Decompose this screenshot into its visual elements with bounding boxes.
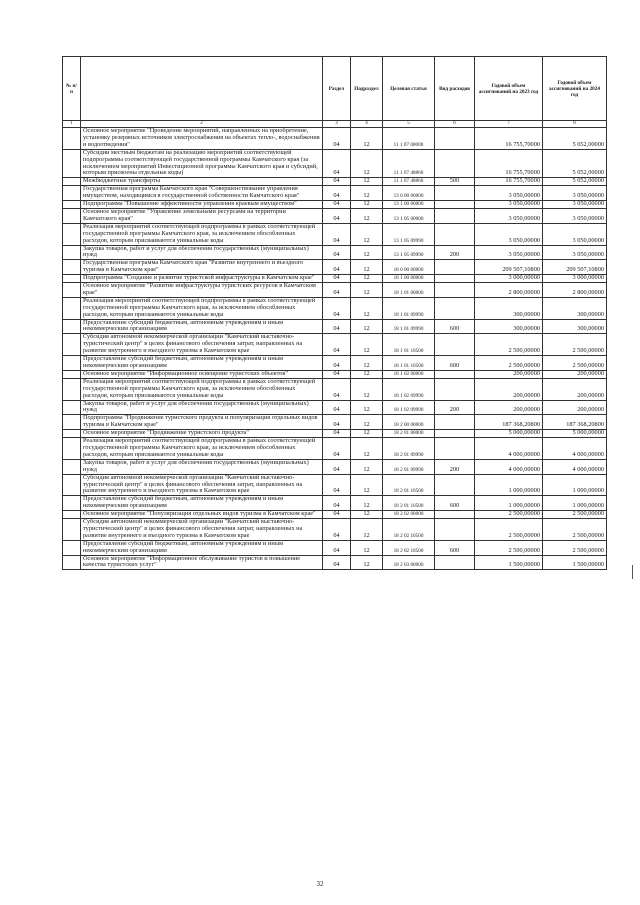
row-value-2023: 3 050,00000: [475, 208, 543, 223]
row-section: 04: [323, 128, 351, 150]
row-name: Подпрограмма "Повышение эффективности управления краевым имуществом": [81, 201, 323, 209]
row-target: 18 2 01 10500: [383, 474, 435, 496]
row-value-2023: 187 368,20800: [475, 415, 543, 430]
row-value-2024: 3 050,00000: [543, 201, 607, 209]
row-value-2024: 1 000,00000: [543, 496, 607, 511]
row-subsection: 12: [351, 511, 383, 519]
col-number: 3: [323, 121, 351, 128]
row-target: 18 2 01 09990: [383, 438, 435, 460]
row-expense: [435, 223, 475, 245]
budget-table: [62, 56, 607, 570]
row-section: 04: [323, 370, 351, 378]
row-subsection: 12: [351, 370, 383, 378]
table-row: [63, 519, 607, 541]
row-section: 04: [323, 356, 351, 371]
row-num: [63, 186, 81, 201]
row-value-2024: 2 500,00000: [543, 511, 607, 519]
row-num: [63, 275, 81, 283]
row-target: 13 1 00 00000: [383, 201, 435, 209]
row-subsection: 12: [351, 245, 383, 260]
row-expense: 600: [435, 540, 475, 555]
row-num: [63, 178, 81, 186]
row-section: 04: [323, 511, 351, 519]
header-2023: Годовой объем ассигнований на 2023 год: [475, 57, 543, 121]
row-value-2023: 3 000,00000: [475, 275, 543, 283]
row-value-2024: 5 052,00000: [543, 149, 607, 178]
table-row: [63, 378, 607, 400]
row-value-2023: 300,00000: [475, 297, 543, 319]
row-target: 18 1 02 09990: [383, 378, 435, 400]
row-section: 04: [323, 519, 351, 541]
header-row: [63, 57, 607, 121]
row-expense: 200: [435, 459, 475, 474]
row-value-2023: 4 000,00000: [475, 459, 543, 474]
row-value-2023: 16 755,70000: [475, 149, 543, 178]
row-expense: 200: [435, 400, 475, 415]
row-section: 04: [323, 555, 351, 570]
row-target: 18 1 00 00000: [383, 275, 435, 283]
row-expense: [435, 260, 475, 275]
row-num: [63, 370, 81, 378]
row-subsection: 12: [351, 297, 383, 319]
row-num: [63, 519, 81, 541]
row-target: 18 2 02 10500: [383, 519, 435, 541]
col-number: 7: [475, 121, 543, 128]
row-value-2024: 3 000,00000: [543, 275, 607, 283]
table-row: [63, 297, 607, 319]
row-value-2023: 200,00000: [475, 378, 543, 400]
row-value-2024: 187 368,20800: [543, 415, 607, 430]
row-value-2023: 300,00000: [475, 319, 543, 334]
row-expense: [435, 378, 475, 400]
row-name: Основное мероприятие "Управление земельными ресурсами на территории Камчатского края": [81, 208, 323, 223]
row-name: Реализация мероприятий соответствующей подпрограммы в рамках соответствующей государственной программы Камчатского края, за исключением обособленных расходов, которым присваиваются уникальные коды: [81, 223, 323, 245]
row-section: 04: [323, 430, 351, 438]
row-name: Закупка товаров, работ и услуг для обеспечения государственных (муниципальных) нужд: [81, 400, 323, 415]
row-subsection: 12: [351, 438, 383, 460]
row-subsection: 12: [351, 474, 383, 496]
row-section: 04: [323, 474, 351, 496]
row-target: 18 1 02 09990: [383, 400, 435, 415]
table-row: [63, 496, 607, 511]
row-section: 04: [323, 459, 351, 474]
col-number: 1: [63, 121, 81, 128]
row-target: 18 2 02 10500: [383, 540, 435, 555]
row-num: [63, 400, 81, 415]
table-row: [63, 400, 607, 415]
row-subsection: 12: [351, 519, 383, 541]
row-target: 18 1 01 10500: [383, 356, 435, 371]
row-value-2024: 2 500,00000: [543, 356, 607, 371]
row-num: [63, 319, 81, 334]
row-expense: 500: [435, 178, 475, 186]
row-num: [63, 283, 81, 298]
row-subsection: 12: [351, 208, 383, 223]
row-target: 11 1 07 40860: [383, 149, 435, 178]
row-value-2023: 3 050,00000: [475, 201, 543, 209]
row-subsection: 12: [351, 128, 383, 150]
row-expense: [435, 283, 475, 298]
row-target: 18 2 03 00000: [383, 555, 435, 570]
row-value-2023: 200,00000: [475, 400, 543, 415]
row-expense: [435, 511, 475, 519]
row-value-2024: 200,00000: [543, 400, 607, 415]
row-name: Закупка товаров, работ и услуг для обеспечения государственных (муниципальных) нужд: [81, 245, 323, 260]
row-name: Субсидия автономной некоммерческой организации "Камчатский выставочно-туристический центр" в целях финансового обеспечения затрат, направленных на развитие внутреннего и въездного туризма в Камчатском крае: [81, 519, 323, 541]
row-value-2024: 3 050,00000: [543, 245, 607, 260]
table-row: [63, 319, 607, 334]
row-value-2023: 4 000,00000: [475, 438, 543, 460]
row-subsection: 12: [351, 378, 383, 400]
row-value-2023: 2 800,00000: [475, 283, 543, 298]
row-expense: [435, 208, 475, 223]
table-row: [63, 128, 607, 150]
row-expense: [435, 128, 475, 150]
row-name: Основное мероприятие "Развитие инфраструктуры туристских ресурсов в Камчатском крае": [81, 283, 323, 298]
row-section: 04: [323, 378, 351, 400]
row-section: 04: [323, 201, 351, 209]
col-number: 6: [435, 121, 475, 128]
row-value-2024: 2 800,00000: [543, 283, 607, 298]
row-value-2024: 2 500,00000: [543, 334, 607, 356]
col-number: 5: [383, 121, 435, 128]
row-value-2023: 1 000,00000: [475, 474, 543, 496]
header-section: Раздел: [323, 57, 351, 121]
row-value-2024: 3 050,00000: [543, 186, 607, 201]
row-name: Предоставление субсидий бюджетным, автономным учреждениям и иным некоммерческим организациям: [81, 496, 323, 511]
row-num: [63, 208, 81, 223]
row-subsection: 12: [351, 186, 383, 201]
header-subsection: Подраздел: [351, 57, 383, 121]
row-subsection: 12: [351, 283, 383, 298]
table-row: [63, 334, 607, 356]
row-target: 18 2 02 00000: [383, 511, 435, 519]
header-2024: Годовой объем ассигнований на 2024 год: [543, 57, 607, 121]
table-row: [63, 474, 607, 496]
row-name: Субсидии местным бюджетам на реализацию мероприятий соответствующей подпрограммы соответствующей государственной программы Камчатского края (за исключением мероприятий Инвестиционной программы Камчатского края и субсидий, которым присвоены отдельные коды): [81, 149, 323, 178]
row-num: [63, 438, 81, 460]
table-row: [63, 438, 607, 460]
col-number: 8: [543, 121, 607, 128]
row-section: 04: [323, 415, 351, 430]
row-subsection: 12: [351, 275, 383, 283]
row-value-2023: 200,00000: [475, 370, 543, 378]
row-value-2023: 209 507,10800: [475, 260, 543, 275]
row-name: Предоставление субсидий бюджетным, автономным учреждениям и иным некоммерческим организациям: [81, 540, 323, 555]
row-num: [63, 415, 81, 430]
table-row: [63, 260, 607, 275]
row-name: Реализация мероприятий соответствующей подпрограммы в рамках соответствующей государственной программы Камчатского края, за исключением обособленных расходов, которым присваиваются уникальные коды: [81, 297, 323, 319]
row-name: Государственная программа Камчатского края "Совершенствование управления имуществом, находящимся в государственной собственности Камчатского края": [81, 186, 323, 201]
row-expense: [435, 275, 475, 283]
row-value-2024: 4 000,00000: [543, 438, 607, 460]
row-section: 04: [323, 178, 351, 186]
row-expense: [435, 474, 475, 496]
page-number: 32: [316, 880, 324, 888]
row-expense: [435, 297, 475, 319]
row-target: 13 1 05 09990: [383, 245, 435, 260]
row-subsection: 12: [351, 400, 383, 415]
table-row: [63, 415, 607, 430]
row-expense: 600: [435, 496, 475, 511]
row-num: [63, 496, 81, 511]
row-section: 04: [323, 297, 351, 319]
table-row: [63, 283, 607, 298]
row-target: 18 0 00 00000: [383, 260, 435, 275]
row-num: [63, 334, 81, 356]
row-name: Подпрограмма "Продвижение туристского продукта и популяризация отдельных видов туризма в Камчатском крае": [81, 415, 323, 430]
row-name: Основное мероприятие "Информационное освещение туристских объектов": [81, 370, 323, 378]
row-expense: [435, 438, 475, 460]
row-value-2023: 2 500,00000: [475, 540, 543, 555]
row-value-2024: 2 500,00000: [543, 540, 607, 555]
row-num: [63, 555, 81, 570]
row-num: [63, 378, 81, 400]
row-value-2023: 16 755,70000: [475, 128, 543, 150]
row-target: 11 1 07 00000: [383, 128, 435, 150]
row-expense: [435, 201, 475, 209]
row-num: [63, 223, 81, 245]
row-name: Предоставление субсидий бюджетным, автономным учреждениям и иным некоммерческим организациям: [81, 319, 323, 334]
row-section: 04: [323, 208, 351, 223]
row-section: 04: [323, 438, 351, 460]
row-expense: 600: [435, 319, 475, 334]
row-num: [63, 511, 81, 519]
row-value-2023: 2 500,00000: [475, 511, 543, 519]
row-value-2023: 2 500,00000: [475, 519, 543, 541]
row-name: Субсидия автономной некоммерческой организации "Камчатский выставочно-туристический центр" в целях финансового обеспечения затрат, направленных на развитие внутреннего и въездного туризма в Камчатском крае: [81, 334, 323, 356]
table-row: [63, 555, 607, 570]
row-expense: 600: [435, 356, 475, 371]
header-target: Целевая статья: [383, 57, 435, 121]
row-num: [63, 430, 81, 438]
row-name: Межбюджетные трансферты: [81, 178, 323, 186]
row-name: Предоставление субсидий бюджетным, автономным учреждениям и иным некоммерческим организациям: [81, 356, 323, 371]
row-expense: [435, 519, 475, 541]
row-subsection: 12: [351, 319, 383, 334]
row-value-2023: 5 000,00000: [475, 430, 543, 438]
row-value-2024: 1 000,00000: [543, 474, 607, 496]
row-value-2024: 1 500,00000: [543, 555, 607, 570]
row-name: Основное мероприятие "Популяризация отдельных видов туризма в Камчатском крае": [81, 511, 323, 519]
row-value-2023: 3 050,00000: [475, 186, 543, 201]
row-subsection: 12: [351, 415, 383, 430]
row-target: 13 0 00 00000: [383, 186, 435, 201]
table-row: [63, 356, 607, 371]
row-section: 04: [323, 260, 351, 275]
row-target: 18 2 01 09990: [383, 459, 435, 474]
row-target: 18 2 01 00000: [383, 430, 435, 438]
row-value-2024: 5 052,00000: [543, 128, 607, 150]
row-name: Основное мероприятие "Информационное обслуживание туристов и повышение качества туристских услуг": [81, 555, 323, 570]
row-name: Основное мероприятие "Проведение мероприятий, направленных на приобретение, установку резервных источников электроснабжения на объектах тепло-, водоснабжения и водоотведения": [81, 128, 323, 150]
row-expense: [435, 149, 475, 178]
row-target: 18 1 01 09990: [383, 297, 435, 319]
row-target: 18 2 01 10500: [383, 496, 435, 511]
row-value-2024: 209 507,10800: [543, 260, 607, 275]
header-name: [81, 57, 323, 121]
row-expense: 200: [435, 245, 475, 260]
row-name: Реализация мероприятий соответствующей подпрограммы в рамках соответствующей государственной программы Камчатского края, за исключением обособленных расходов, которым присваиваются уникальные коды: [81, 378, 323, 400]
row-target: 18 1 01 10500: [383, 334, 435, 356]
table-row: [63, 459, 607, 474]
row-target: 18 1 01 00000: [383, 283, 435, 298]
row-value-2024: 300,00000: [543, 297, 607, 319]
table-body: [63, 128, 607, 570]
row-name: Субсидия автономной некоммерческой организации "Камчатский выставочно-туристический центр" в целях финансового обеспечения затрат, направленных на развитие внутреннего и въездного туризма в Камчатском крае: [81, 474, 323, 496]
row-name: Подпрограмма "Создание и развитие туристской инфраструктуры в Камчатском крае": [81, 275, 323, 283]
row-section: 04: [323, 283, 351, 298]
header-expense: Вид расходов: [435, 57, 475, 121]
row-value-2024: 5 052,00000: [543, 178, 607, 186]
row-value-2024: 3 050,00000: [543, 223, 607, 245]
table-row: [63, 540, 607, 555]
row-subsection: 12: [351, 496, 383, 511]
row-num: [63, 260, 81, 275]
table-row: [63, 149, 607, 178]
row-expense: [435, 430, 475, 438]
row-name: Реализация мероприятий соответствующей подпрограммы в рамках соответствующей государственной программы Камчатского края, за исключением обособленных расходов, которым присваиваются уникальные коды: [81, 438, 323, 460]
col-number: 2: [81, 121, 323, 128]
row-target: 18 1 01 09990: [383, 319, 435, 334]
row-subsection: 12: [351, 260, 383, 275]
row-subsection: 12: [351, 540, 383, 555]
row-subsection: 12: [351, 178, 383, 186]
row-subsection: 12: [351, 356, 383, 371]
row-section: 04: [323, 540, 351, 555]
row-num: [63, 201, 81, 209]
row-section: 04: [323, 400, 351, 415]
row-num: [63, 459, 81, 474]
row-expense: [435, 370, 475, 378]
row-num: [63, 149, 81, 178]
row-num: [63, 356, 81, 371]
row-subsection: 12: [351, 223, 383, 245]
row-value-2024: 2 500,00000: [543, 519, 607, 541]
row-value-2024: 200,00000: [543, 378, 607, 400]
row-subsection: 12: [351, 459, 383, 474]
row-num: [63, 474, 81, 496]
row-value-2023: 16 755,70000: [475, 178, 543, 186]
row-expense: [435, 186, 475, 201]
row-num: [63, 540, 81, 555]
row-value-2024: 200,00000: [543, 370, 607, 378]
row-num: [63, 297, 81, 319]
row-value-2023: 1 500,00000: [475, 555, 543, 570]
row-section: 04: [323, 275, 351, 283]
row-name: Основное мероприятие "Продвижение туристского продукта": [81, 430, 323, 438]
row-name: Закупка товаров, работ и услуг для обеспечения государственных (муниципальных) нужд: [81, 459, 323, 474]
row-target: 18 2 00 00000: [383, 415, 435, 430]
row-expense: [435, 334, 475, 356]
row-section: 04: [323, 334, 351, 356]
table-row: [63, 223, 607, 245]
row-name: Государственная программа Камчатского края "Развитие внутреннего и въездного туризма в Камчатском крае": [81, 260, 323, 275]
row-value-2023: 1 000,00000: [475, 496, 543, 511]
header-num: № п/п: [63, 57, 81, 121]
table-row: [63, 186, 607, 201]
row-value-2023: 2 500,00000: [475, 334, 543, 356]
row-value-2024: 4 000,00000: [543, 459, 607, 474]
row-section: 04: [323, 149, 351, 178]
row-section: 04: [323, 496, 351, 511]
edge-mark: [632, 565, 637, 579]
row-expense: [435, 415, 475, 430]
row-section: 04: [323, 186, 351, 201]
table-row: [63, 245, 607, 260]
row-section: 04: [323, 319, 351, 334]
row-value-2023: 3 050,00000: [475, 245, 543, 260]
row-subsection: 12: [351, 201, 383, 209]
row-subsection: 12: [351, 555, 383, 570]
row-subsection: 12: [351, 430, 383, 438]
row-target: 18 1 02 00000: [383, 370, 435, 378]
table-row: [63, 208, 607, 223]
col-number: 4: [351, 121, 383, 128]
row-num: [63, 128, 81, 150]
row-target: 13 1 05 09990: [383, 223, 435, 245]
row-section: 04: [323, 223, 351, 245]
row-expense: [435, 555, 475, 570]
row-target: 13 1 05 00000: [383, 208, 435, 223]
row-section: 04: [323, 245, 351, 260]
row-value-2023: 2 500,00000: [475, 356, 543, 371]
row-target: 11 1 07 40860: [383, 178, 435, 186]
row-subsection: 12: [351, 334, 383, 356]
row-value-2024: 5 000,00000: [543, 430, 607, 438]
row-value-2024: 300,00000: [543, 319, 607, 334]
row-value-2023: 3 050,00000: [475, 223, 543, 245]
row-subsection: 12: [351, 149, 383, 178]
row-num: [63, 245, 81, 260]
row-value-2024: 3 050,00000: [543, 208, 607, 223]
